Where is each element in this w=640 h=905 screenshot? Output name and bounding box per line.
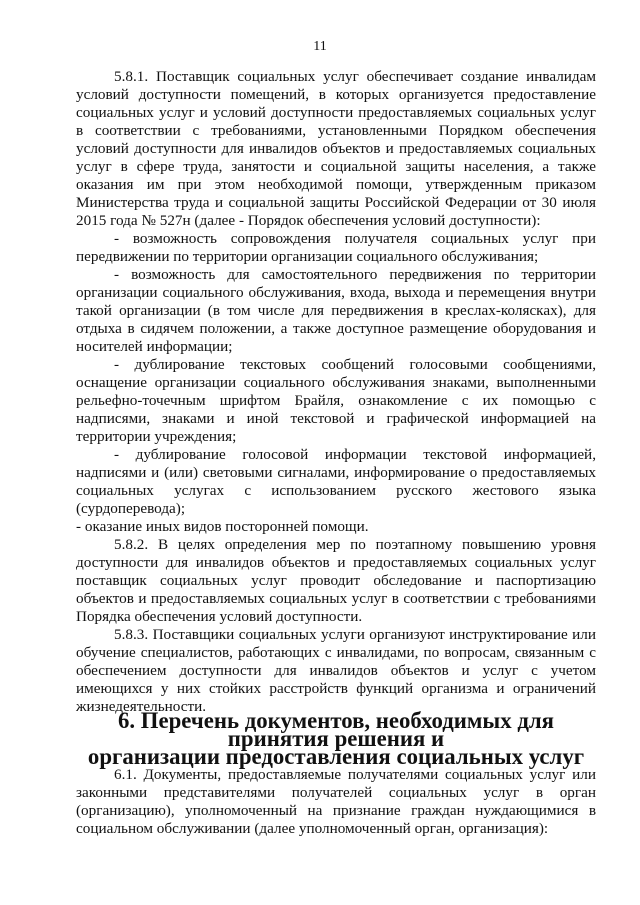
- paragraph-5-8-3: 5.8.3. Поставщики социальных услуги организуют инструктирование или обучение специалистов, работающих с инвалидами, по вопросам, связанным с обеспечением доступности для инвалидов объектов и услуг с учетом имеющихся у них стойких расстройств функций организма и ограничений жизнедеятельности.: [76, 626, 596, 715]
- page-number: 11: [313, 39, 327, 54]
- section-6-heading: [76, 708, 596, 769]
- section-6-heading-line-2: организации предоставления социальных услуг: [87, 744, 585, 769]
- section-6-body: [76, 766, 596, 838]
- list-item-voice-duplication: - дублирование текстовых сообщений голосовыми сообщениями, оснащение организации социального обслуживания знаками, выполненными рельефно-точечным шрифтом Брайля, ознакомление с их помощью с надписями, знаками и иной текстовой и графической информацией на территории учреждения;: [76, 356, 596, 445]
- paragraph-6-1: 6.1. Документы, предоставляемые получателями социальных услуг или законными представителями получателей социальных услуг в орган (организацию), уполномоченный на признание граждан нуждающимися в социальном обслуживании (далее уполномоченный орган, организация):: [76, 766, 596, 837]
- list-item-escort: - возможность сопровождения получателя социальных услуг при передвижении по территории организации социального обслуживания;: [76, 230, 596, 265]
- paragraph-5-8-2: 5.8.2. В целях определения мер по поэтапному повышению уровня доступности для инвалидов объектов и предоставляемых социальных услуг поставщик социальных услуг проводит обследование и паспортизацию объектов и предоставляемых социальных услуг в соответствии с требованиями Порядка обеспечения условий доступности.: [76, 536, 596, 625]
- section-6-heading-line-1: 6. Перечень документов, необходимых для принятия решения и: [117, 708, 554, 751]
- list-item-text-duplication: - дублирование голосовой информации текстовой информацией, надписями и (или) световыми сигналами, информирование о предоставляемых социальных услугах с использованием русского жестового языка (сурдоперевода);: [76, 446, 596, 517]
- section-5-body: [76, 68, 596, 716]
- paragraph-5-8-1: 5.8.1. Поставщик социальных услуг обеспечивает создание инвалидам условий доступности помещений, в которых организуется предоставление социальных услуг и условий доступности предоставляемых социальных услуг в соответствии с требованиями, установленными Порядком обеспечения условий доступности для инвалидов объектов и предоставляемых социальных услуг в сфере труда, занятости и социальной защиты населения, а также оказания им при этом необходимой помощи, утвержденным приказом Министерства труда и социальной защиты Российской Федерации от 30 июля 2015 года № 527н (далее - Порядок обеспечения условий доступности):: [76, 68, 596, 229]
- list-item-other-help: - оказание иных видов посторонней помощи.: [76, 518, 369, 535]
- list-item-independent-movement: - возможность для самостоятельного передвижения по территории организации социального обслуживания, входа, выхода и перемещения внутри такой организации (в том числе для передвижения в креслах-колясках), для отдыха в сидячем положении, а также доступное размещение оборудования и носителей информации;: [76, 266, 596, 355]
